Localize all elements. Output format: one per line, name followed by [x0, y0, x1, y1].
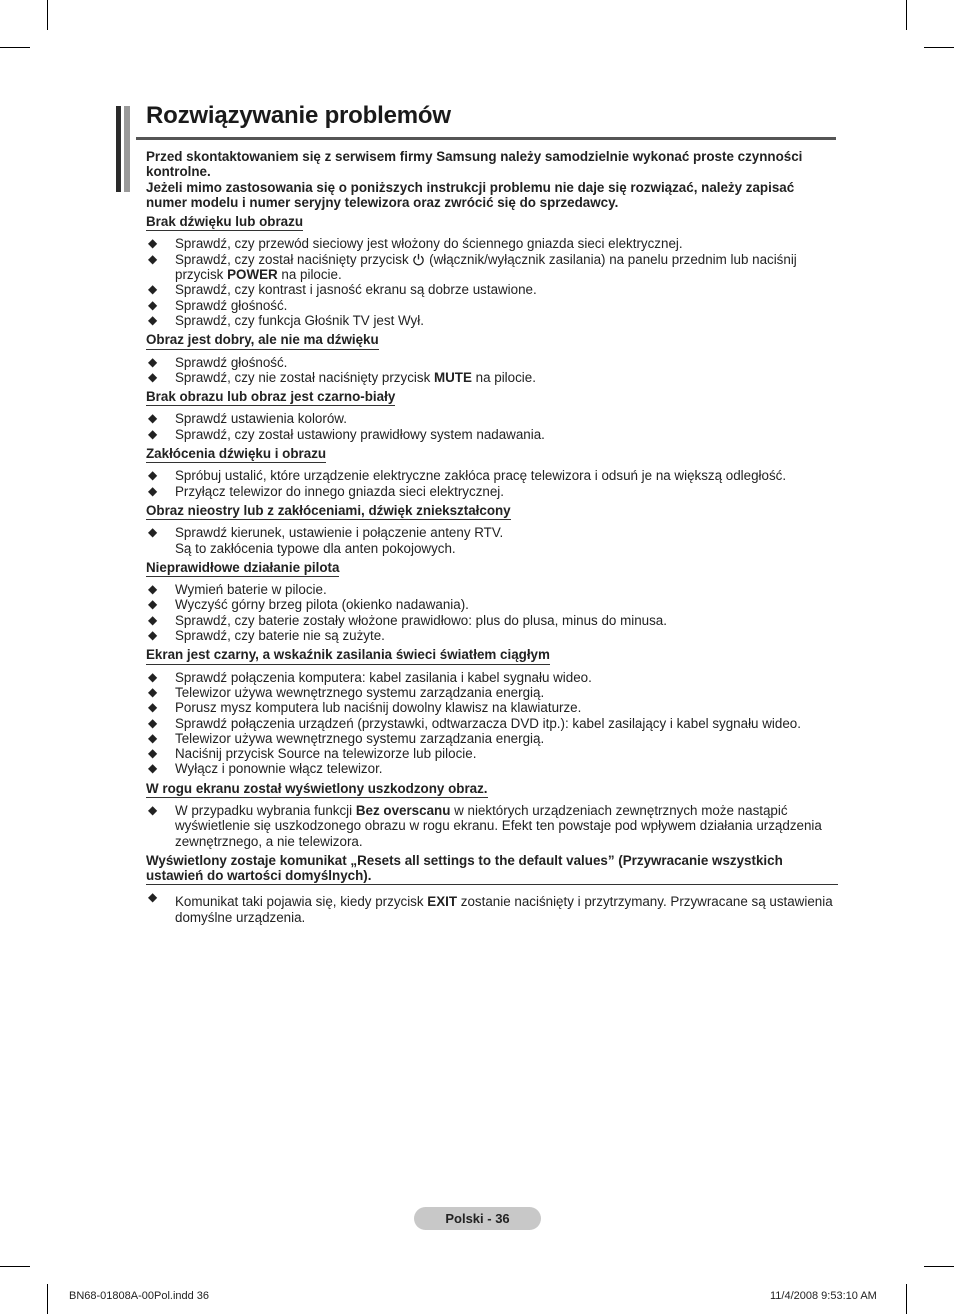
section-block: [146, 442, 838, 499]
intro-paragraph: Jeżeli mimo zastosowania się o poniższych instrukcji problemu nie daje się rozwiązać, należy zapisać numer modelu i numer seryjny telewizora oraz zwrócić się do sprzedawcy.: [146, 179, 795, 210]
item-text: Sprawdź kierunek, ustawienie i połączenie anteny RTV.: [175, 525, 504, 541]
list-item: [146, 803, 838, 849]
item-text: Sprawdź, czy kontrast i jasność ekranu są dobrze ustawione.: [175, 282, 537, 298]
crop-mark: [906, 1284, 907, 1314]
item-text: Sprawdź, czy baterie zostały włożone prawidłowo: plus do plusa, minus do minusa.: [175, 612, 667, 628]
title-underline: [136, 137, 836, 140]
bullet-list: [146, 890, 838, 925]
bullet-list: [146, 525, 838, 556]
list-item: [146, 685, 838, 700]
item-text: (włącznik/wyłącznik zasilania) na panelu przednim lub naciśnij przycisk: [175, 251, 797, 283]
diamond-bullet-icon: ◆: [148, 612, 158, 627]
list-item: [146, 716, 838, 731]
list-item: [146, 525, 838, 556]
item-text: Wyczyść górny brzeg pilota (okienko nadawania).: [175, 597, 469, 613]
section-heading: Nieprawidłowe działanie pilota: [146, 560, 339, 577]
diamond-bullet-icon: ◆: [148, 684, 158, 699]
list-item: [146, 613, 838, 628]
item-text: Sprawdź, czy został naciśnięty przycisk: [175, 251, 413, 267]
list-item: [146, 670, 838, 685]
item-text: zostanie naciśnięty i przytrzymany. Przywracane są ustawienia domyślne urządzenia.: [175, 894, 833, 925]
button-name: Bez overscanu: [355, 802, 451, 818]
list-item: [146, 236, 838, 251]
bullet-list: [146, 355, 838, 386]
section-block: [146, 556, 838, 643]
section-heading: Brak dźwięku lub obrazu: [146, 214, 303, 231]
diamond-bullet-icon: ◆: [148, 297, 158, 312]
list-item: [146, 313, 838, 328]
list-item: [146, 761, 838, 776]
item-text: Sprawdź połączenia urządzeń (przystawki, odtwarzacza DVD itp.): kabel zasilający i kabel sygnału wideo.: [175, 715, 801, 731]
item-text: Sprawdź połączenia komputera: kabel zasilania i kabel sygnału wideo.: [175, 669, 592, 685]
page-title: Rozwiązywanie problemów: [146, 102, 451, 129]
diamond-bullet-icon: ◆: [148, 746, 158, 761]
section-block: [146, 210, 838, 328]
bullet-list: [146, 468, 838, 499]
diamond-bullet-icon: ◆: [148, 354, 158, 369]
crop-mark: [47, 1284, 48, 1314]
section-heading: Brak obrazu lub obraz jest czarno-biały: [146, 389, 395, 406]
section-heading: Zakłócenia dźwięku i obrazu: [146, 446, 326, 463]
item-text: Przyłącz telewizor do innego gniazda sieci elektrycznej.: [175, 483, 504, 499]
section-heading: Ekran jest czarny, a wskaźnik zasilania świeci światłem ciągłym: [146, 647, 550, 664]
item-text: Są to zakłócenia typowe dla anten pokojowych.: [175, 540, 456, 556]
section-heading: W rogu ekranu został wyświetlony uszkodzony obraz.: [146, 781, 488, 798]
item-text: Sprawdź, czy funkcja Głośnik TV jest Wył.: [175, 312, 424, 328]
item-text: Telewizor używa wewnętrznego systemu zarządzania energią.: [175, 730, 545, 746]
list-item: [146, 484, 838, 499]
section-block: [146, 385, 838, 442]
button-name: EXIT: [427, 894, 458, 910]
list-item: [146, 628, 838, 643]
diamond-bullet-icon: ◆: [148, 525, 158, 540]
item-text: Porusz mysz komputera lub naciśnij dowolny klawisz na klawiaturze.: [175, 700, 582, 716]
list-item: [146, 252, 838, 283]
diamond-bullet-icon: ◆: [148, 597, 158, 612]
power-icon: [412, 253, 425, 266]
section-heading: Obraz nieostry lub z zakłóceniami, dźwięk zniekształcony: [146, 503, 511, 520]
item-text: Sprawdź, czy nie został naciśnięty przycisk: [175, 369, 434, 385]
print-slug-date: 11/4/2008 9:53:10 AM: [770, 1290, 877, 1302]
list-item: [146, 700, 838, 715]
item-text: Sprawdź, czy baterie nie są zużyte.: [175, 628, 385, 644]
crop-mark: [924, 47, 954, 48]
section-heading: Wyświetlony zostaje komunikat „Resets all settings to the default values” (Przywracanie wszystkich ustawień do wartości domyślnych).: [146, 853, 838, 886]
diamond-bullet-icon: ◆: [148, 700, 158, 715]
crop-mark: [906, 0, 907, 30]
item-text: W przypadku wybrania funkcji: [175, 802, 356, 818]
crop-mark: [924, 1266, 954, 1267]
section-block: [146, 849, 838, 925]
troubleshooting-content: [146, 149, 838, 925]
list-item: [146, 597, 838, 612]
diamond-bullet-icon: ◆: [148, 483, 158, 498]
item-text: Spróbuj ustalić, które urządzenie elektryczne zakłóca pracę telewizora i odsuń je na większą odległość.: [175, 468, 787, 484]
page-number-badge: Polski - 36: [414, 1207, 541, 1230]
item-text: Sprawdź głośność.: [175, 297, 288, 313]
diamond-bullet-icon: ◆: [148, 236, 158, 251]
item-text: w niektórych urządzeniach zewnętrznych może nastąpić wyświetlenie się uszkodzonego obrazu w rogu ekranu. Efekt ten powstaje pod wpływem działania urządzenia zewnętrznego, a nie telewizora.: [175, 802, 822, 849]
list-item: [146, 582, 838, 597]
title-accent-bar-light: [124, 106, 130, 192]
list-item: [146, 427, 838, 442]
diamond-bullet-icon: ◆: [148, 282, 158, 297]
list-item: [146, 298, 838, 313]
bullet-list: [146, 411, 838, 442]
diamond-bullet-icon: ◆: [148, 582, 158, 597]
diamond-bullet-icon: ◆: [148, 730, 158, 745]
list-item: [146, 731, 838, 746]
diamond-bullet-icon: ◆: [148, 369, 158, 384]
list-item: [146, 282, 838, 297]
diamond-bullet-icon: ◆: [148, 802, 158, 817]
item-text: na pilocie.: [277, 267, 342, 283]
crop-mark: [0, 1266, 30, 1267]
diamond-bullet-icon: ◆: [148, 251, 158, 266]
bullet-list: [146, 236, 838, 328]
diamond-bullet-icon: ◆: [148, 411, 158, 426]
list-item: [146, 370, 838, 385]
bullet-list: [146, 670, 838, 777]
item-text: Komunikat taki pojawia się, kiedy przycisk: [175, 894, 428, 910]
diamond-bullet-icon: ◆: [148, 890, 158, 905]
diamond-bullet-icon: ◆: [148, 669, 158, 684]
intro-paragraph: Przed skontaktowaniem się z serwisem firmy Samsung należy samodzielnie wykonać proste czynności kontrolne.: [146, 149, 803, 180]
crop-mark: [47, 0, 48, 30]
bullet-list: [146, 803, 838, 849]
title-accent-bar: [116, 106, 121, 192]
diamond-bullet-icon: ◆: [148, 761, 158, 776]
list-item: [146, 355, 838, 370]
sections-container: [146, 210, 838, 925]
crop-mark: [0, 47, 30, 48]
item-text: na pilocie.: [471, 369, 536, 385]
item-text: Naciśnij przycisk Source na telewizorze lub pilocie.: [175, 746, 477, 762]
section-block: [146, 328, 838, 385]
diamond-bullet-icon: ◆: [148, 312, 158, 327]
item-text: Sprawdź, czy został ustawiony prawidłowy system nadawania.: [175, 426, 545, 442]
bullet-list: [146, 582, 838, 643]
button-name: POWER: [227, 267, 278, 283]
diamond-bullet-icon: ◆: [148, 715, 158, 730]
item-text: Wymień baterie w pilocie.: [175, 582, 327, 598]
item-text: Sprawdź, czy przewód sieciowy jest włożony do ściennego gniazda sieci elektrycznej.: [175, 236, 683, 252]
print-slug-file: BN68-01808A-00Pol.indd 36: [69, 1290, 210, 1302]
diamond-bullet-icon: ◆: [148, 468, 158, 483]
section-block: [146, 499, 838, 556]
diamond-bullet-icon: ◆: [148, 426, 158, 441]
item-text: Sprawdź głośność.: [175, 354, 288, 370]
diamond-bullet-icon: ◆: [148, 628, 158, 643]
button-name: MUTE: [433, 369, 472, 385]
list-item: [146, 411, 838, 426]
list-item: [146, 890, 838, 925]
list-item: [146, 746, 838, 761]
list-item: [146, 468, 838, 483]
item-text: Wyłącz i ponownie włącz telewizor.: [175, 761, 383, 777]
section-block: [146, 777, 838, 849]
section-heading: Obraz jest dobry, ale nie ma dźwięku: [146, 332, 379, 349]
section-block: [146, 643, 838, 776]
item-text: Telewizor używa wewnętrznego systemu zarządzania energią.: [175, 684, 545, 700]
item-text: Sprawdź ustawienia kolorów.: [175, 411, 347, 427]
